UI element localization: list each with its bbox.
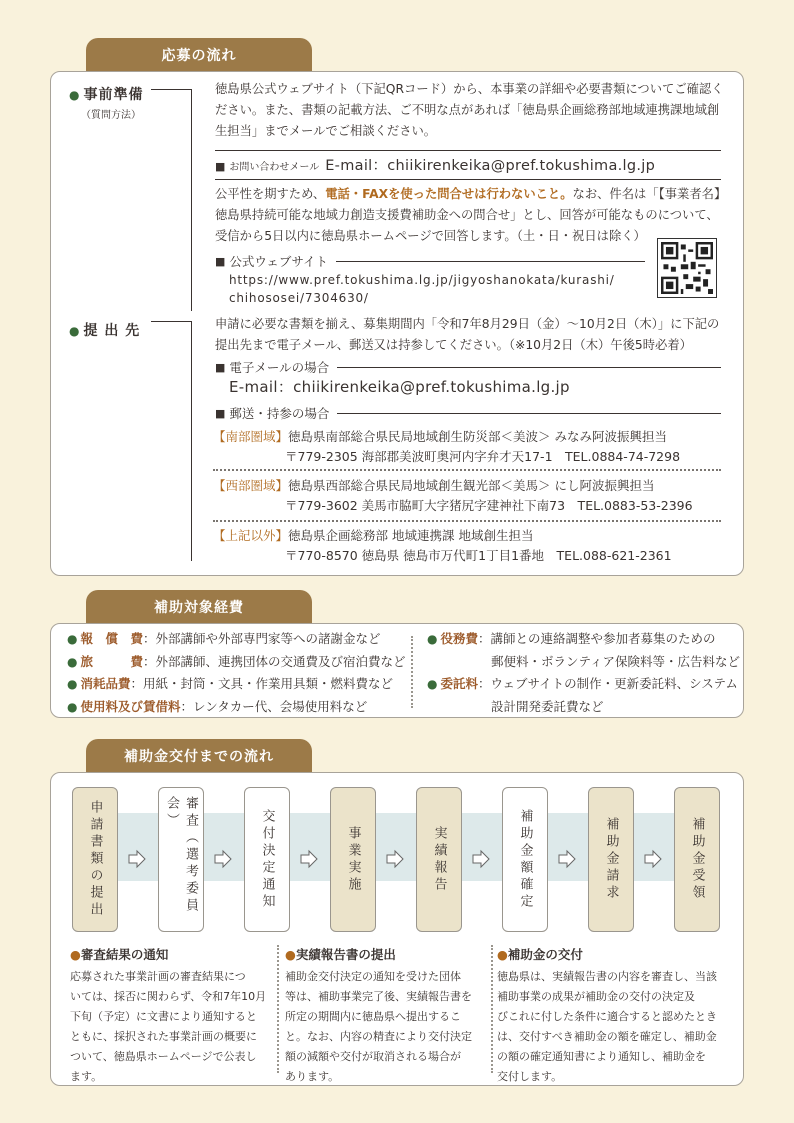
eligible-expenses-panel xyxy=(50,623,744,718)
flow-step-4: 事業実施 xyxy=(330,787,376,932)
divider xyxy=(215,179,721,180)
square-icon: ■ xyxy=(215,406,226,420)
subsidy-flow-panel xyxy=(50,772,744,1086)
prep-label: ● 事前準備 xyxy=(69,87,144,103)
notice-text: 公平性を期すため、電話・FAXを使った問合せは行わないこと。なお、件名は「【事業者名】徳島県持続可能な地域力創造支援費補助金への問合せ」とし、回答が可能なものについて、受信から5日以内に徳島県ホームページで回答します。（土・日・祝日は除く） xyxy=(215,187,721,243)
column-divider xyxy=(491,945,493,1073)
arrow-right-icon xyxy=(127,849,147,869)
submit-email[interactable]: E-mail：chiikirenkeika@pref.tokushima.lg.jp xyxy=(229,378,570,396)
prep-text: 徳島県公式ウェブサイト（下記QRコード）から、本事業の詳細や必要書類についてご確認ください。また、書類の記載方法、ご不明な点があれば「徳島県企画総務部地域連携課地域創生担当」までメールでご相談ください。 xyxy=(215,82,724,138)
flow-step-2: 審査（選考委員会） xyxy=(158,787,204,932)
flow-step-7: 補助金請求 xyxy=(588,787,634,932)
arrow-right-icon xyxy=(471,849,491,869)
contact-email[interactable]: E-mail：chiikirenkeika@pref.tokushima.lg.jp xyxy=(325,158,656,174)
arrow-right-icon xyxy=(385,849,405,869)
mail-method-label: ■ 郵送・持参の場合 xyxy=(215,404,721,422)
email-method-label: ■ 電子メールの場合 xyxy=(215,358,721,376)
arrow-right-icon xyxy=(213,849,233,869)
qr-code-icon[interactable] xyxy=(657,238,717,298)
bullet-icon: ● xyxy=(69,324,81,338)
bullet-icon: ● xyxy=(69,88,81,102)
divider xyxy=(215,150,721,151)
contact-row: ■ お問い合わせメール E-mail：chiikirenkeika@pref.tokushima.lg.jp xyxy=(215,154,655,175)
arrow-right-icon xyxy=(643,849,663,869)
website-url[interactable]: https://www.pref.tokushima.lg.jp/jigyoshanokata/kurashi/ chihososei/7304630/ xyxy=(229,273,615,305)
flow-step-3: 交付決定通知 xyxy=(244,787,290,932)
expense-list-left xyxy=(67,628,406,718)
list-item: ● 委託料：ウェブサイトの制作・更新委託料、システム xyxy=(427,676,738,691)
note-review-result: ●審査結果の通知 応募された事業計画の審査結果につ いては、採否に関わらず、令和7年10月 下旬（予定）に文書により通知すると ともに、採択された事業計画の概要に ついて、徳島県ホームページで公表し ます。 xyxy=(70,947,267,1083)
section-tab-subsidy-flow: 補助金交付までの流れ xyxy=(86,739,312,773)
dotted-divider xyxy=(213,520,721,522)
column-divider xyxy=(411,636,413,708)
flow-step-8: 補助金受領 xyxy=(674,787,720,932)
dotted-divider xyxy=(213,469,721,471)
website-label: ■ 公式ウェブサイト xyxy=(215,252,645,270)
flow-step-6: 補助金額確定 xyxy=(502,787,548,932)
flow-step-1: 申請書類の提出 xyxy=(72,787,118,932)
arrow-right-icon xyxy=(299,849,319,869)
submit-label: ● 提 出 先 xyxy=(69,323,141,339)
list-item: ● 使用料及び賃借料：レンタカー代、会場使用料など xyxy=(67,698,368,714)
arrow-right-icon xyxy=(557,849,577,869)
prep-sublabel: （質問方法） xyxy=(81,110,141,121)
note-subsidy-payment: ●補助金の交付 徳島県は、実績報告書の内容を審査し、当該 補助事業の成果が補助金の交付の決定及 びこれに付した条件に適合すると認めたとき は、交付すべき補助金の額を確定し、補助金 の額の確定通知書により通知し、補助金を 交付します。 xyxy=(497,947,717,1083)
region-other: 【上記以外】徳島県企画総務部 地域連携課 地域創生担当 〒770-8570 徳島県 徳島市万代町1丁目1番地 TEL.088-621-2361 xyxy=(213,528,672,563)
square-icon: ■ xyxy=(215,160,226,173)
region-west: 【西部圏域】徳島県西部総合県民局地域創生観光部＜美馬＞ にし阿波振興担当 〒779-3602 美馬市脇町大字猪尻字建神社下南73 TEL.0883-53-2396 xyxy=(213,478,693,513)
region-south: 【南部圏域】徳島県南部総合県民局地域創生防災部＜美波＞ みなみ阿波振興担当 〒779-2305 海部郡美波町奥河内字弁才天17-1 TEL.0884-74-7298 xyxy=(213,429,681,464)
square-icon: ■ xyxy=(215,254,226,268)
flow-step-5: 実績報告 xyxy=(416,787,462,932)
square-icon: ■ xyxy=(215,360,226,374)
qr-code-graphic xyxy=(661,242,713,294)
section-tab-eligible-expenses: 補助対象経費 xyxy=(86,590,312,624)
list-item: ● 役務費：講師との連絡調整や参加者募集のための xyxy=(427,631,716,646)
expense-list-right: ● 役務費：講師との連絡調整や参加者募集のための 郵便料・ボランティア保険料等・広告料など ● 委託料：ウェブサイトの制作・更新委託料、システム 設計開発委託費など xyxy=(427,628,740,718)
column-divider xyxy=(277,945,279,1073)
prep-connector xyxy=(151,89,191,90)
submit-text: 申請に必要な書類を揃え、募集期間内「令和7年8月29日（金）～10月2日（木）」に下記の提出先まで電子メール、郵送又は持参してください。（※10月2日（木）午後5時必着） xyxy=(215,317,720,352)
list-item: ● 報 償 費：外部講師や外部専門家等への諸謝金など xyxy=(67,631,381,646)
prep-bracket xyxy=(191,89,192,311)
note-performance-report: ●実績報告書の提出 補助金交付決定の通知を受けた団体 等は、補助事業完了後、実績報告書を 所定の期間内に徳島県へ提出するこ と。なお、内容の精査により交付決定 額の減額や交付が取消される場合が あります。 xyxy=(285,947,472,1083)
application-flow-panel xyxy=(50,71,744,576)
submit-connector xyxy=(151,321,191,322)
submit-bracket xyxy=(191,321,192,561)
list-item: ● 旅 費：外部講師、連携団体の交通費及び宿泊費など xyxy=(67,653,406,669)
section-tab-application-flow: 応募の流れ xyxy=(86,38,312,72)
list-item: ● 消耗品費：用紙・封筒・文具・作業用具類・燃料費など xyxy=(67,676,394,691)
